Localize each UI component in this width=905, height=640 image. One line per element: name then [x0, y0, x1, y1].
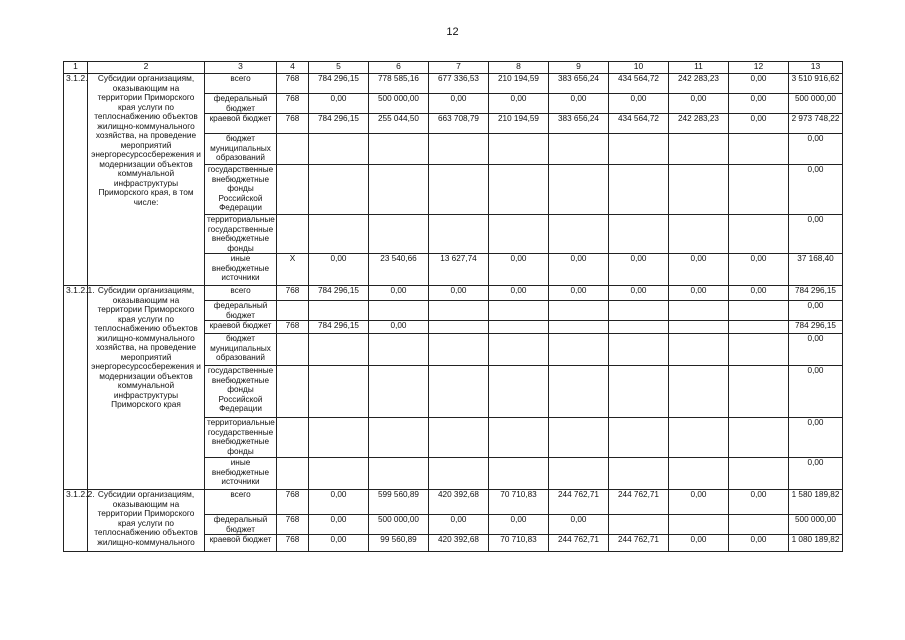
- total-value: 0,00: [789, 301, 843, 321]
- year-value: [669, 215, 729, 254]
- year-value: [669, 366, 729, 418]
- kbk-code: 768: [277, 74, 309, 94]
- year-value: 0,00: [549, 515, 609, 535]
- budget-table: [63, 61, 843, 552]
- year-value: [609, 458, 669, 490]
- year-value: [429, 366, 489, 418]
- year-value: 0,00: [609, 286, 669, 301]
- year-value: 70 710,83: [489, 490, 549, 515]
- year-value: [369, 418, 429, 458]
- year-value: 23 540,66: [369, 254, 429, 286]
- year-value: [729, 515, 789, 535]
- funding-source: государственные внебюджетные фонды Российской Федерации: [205, 165, 277, 215]
- year-value: 434 564,72: [609, 74, 669, 94]
- year-value: [669, 334, 729, 366]
- column-header: 3: [205, 62, 277, 74]
- total-value: 0,00: [789, 418, 843, 458]
- kbk-code: [277, 165, 309, 215]
- year-value: [609, 301, 669, 321]
- year-value: 784 296,15: [309, 114, 369, 134]
- year-value: [549, 301, 609, 321]
- year-value: [669, 321, 729, 334]
- kbk-code: [277, 301, 309, 321]
- kbk-code: 768: [277, 94, 309, 114]
- row-description: Субсидии организациям, оказывающим на территории Приморского края услуги по теплоснабжению объектов жилищно-коммунального хозяйства, на проведение мероприятий энергоресурсосбережения и модернизации объектов коммунальной инфраструктуры Приморского края: [88, 286, 205, 490]
- year-value: 0,00: [729, 114, 789, 134]
- total-value: 784 296,15: [789, 286, 843, 301]
- year-value: 784 296,15: [309, 74, 369, 94]
- year-value: [489, 418, 549, 458]
- year-value: 244 762,71: [609, 535, 669, 552]
- year-value: [549, 165, 609, 215]
- year-value: 420 392,68: [429, 535, 489, 552]
- year-value: 677 336,53: [429, 74, 489, 94]
- year-value: [669, 418, 729, 458]
- total-value: 0,00: [789, 134, 843, 165]
- kbk-code: 768: [277, 490, 309, 515]
- year-value: [549, 458, 609, 490]
- header-row: [64, 62, 843, 74]
- column-header: 12: [729, 62, 789, 74]
- year-value: [669, 458, 729, 490]
- year-value: 0,00: [729, 535, 789, 552]
- year-value: 244 762,71: [549, 490, 609, 515]
- year-value: [489, 215, 549, 254]
- year-value: [729, 165, 789, 215]
- year-value: [729, 366, 789, 418]
- year-value: [369, 366, 429, 418]
- year-value: [609, 515, 669, 535]
- total-value: 784 296,15: [789, 321, 843, 334]
- column-header: 6: [369, 62, 429, 74]
- funding-source: федеральный бюджет: [205, 515, 277, 535]
- kbk-code: 768: [277, 515, 309, 535]
- year-value: 0,00: [729, 490, 789, 515]
- year-value: 500 000,00: [369, 94, 429, 114]
- year-value: 210 194,59: [489, 74, 549, 94]
- column-header: 7: [429, 62, 489, 74]
- year-value: [429, 321, 489, 334]
- year-value: [309, 301, 369, 321]
- year-value: 99 560,89: [369, 535, 429, 552]
- table-row: [64, 286, 843, 301]
- funding-source: государственные внебюджетные фонды Российской Федерации: [205, 366, 277, 418]
- total-value: 0,00: [789, 334, 843, 366]
- year-value: 0,00: [549, 254, 609, 286]
- funding-source: краевой бюджет: [205, 321, 277, 334]
- year-value: 0,00: [489, 94, 549, 114]
- total-value: 2 973 748,22: [789, 114, 843, 134]
- funding-source: бюджет муниципальных образований: [205, 334, 277, 366]
- column-header: 10: [609, 62, 669, 74]
- year-value: [669, 515, 729, 535]
- year-value: 0,00: [309, 490, 369, 515]
- column-header: 13: [789, 62, 843, 74]
- total-value: 500 000,00: [789, 94, 843, 114]
- year-value: [429, 334, 489, 366]
- year-value: [309, 418, 369, 458]
- total-value: 500 000,00: [789, 515, 843, 535]
- year-value: 0,00: [429, 94, 489, 114]
- year-value: [729, 321, 789, 334]
- year-value: [729, 334, 789, 366]
- total-value: 1 080 189,82: [789, 535, 843, 552]
- funding-source: краевой бюджет: [205, 114, 277, 134]
- year-value: 784 296,15: [309, 286, 369, 301]
- column-header: 8: [489, 62, 549, 74]
- kbk-code: [277, 418, 309, 458]
- funding-source: краевой бюджет: [205, 535, 277, 552]
- year-value: [609, 366, 669, 418]
- kbk-code: [277, 215, 309, 254]
- total-value: 0,00: [789, 165, 843, 215]
- year-value: [609, 334, 669, 366]
- year-value: 0,00: [429, 515, 489, 535]
- column-header: 5: [309, 62, 369, 74]
- column-header: 2: [88, 62, 205, 74]
- year-value: [549, 366, 609, 418]
- funding-source: федеральный бюджет: [205, 301, 277, 321]
- year-value: 0,00: [549, 286, 609, 301]
- funding-source: бюджет муниципальных образований: [205, 134, 277, 165]
- year-value: 383 656,24: [549, 74, 609, 94]
- year-value: [549, 215, 609, 254]
- year-value: [549, 334, 609, 366]
- table-row: [64, 74, 843, 94]
- year-value: 255 044,50: [369, 114, 429, 134]
- kbk-code: 768: [277, 114, 309, 134]
- year-value: [369, 165, 429, 215]
- kbk-code: 768: [277, 286, 309, 301]
- funding-source: федеральный бюджет: [205, 94, 277, 114]
- year-value: [429, 165, 489, 215]
- year-value: 383 656,24: [549, 114, 609, 134]
- year-value: 0,00: [609, 94, 669, 114]
- year-value: 0,00: [729, 94, 789, 114]
- year-value: [429, 458, 489, 490]
- year-value: 242 283,23: [669, 114, 729, 134]
- year-value: 0,00: [669, 490, 729, 515]
- year-value: 0,00: [489, 286, 549, 301]
- year-value: [729, 301, 789, 321]
- column-header: 9: [549, 62, 609, 74]
- year-value: [309, 458, 369, 490]
- year-value: 70 710,83: [489, 535, 549, 552]
- year-value: [669, 134, 729, 165]
- year-value: 0,00: [729, 74, 789, 94]
- year-value: 434 564,72: [609, 114, 669, 134]
- year-value: 599 560,89: [369, 490, 429, 515]
- year-value: [429, 215, 489, 254]
- year-value: [429, 134, 489, 165]
- total-value: 1 580 189,82: [789, 490, 843, 515]
- kbk-code: [277, 334, 309, 366]
- year-value: [429, 301, 489, 321]
- year-value: [729, 215, 789, 254]
- year-value: 13 627,74: [429, 254, 489, 286]
- funding-source: территориальные государственные внебюджетные фонды: [205, 215, 277, 254]
- year-value: 778 585,16: [369, 74, 429, 94]
- year-value: [609, 134, 669, 165]
- year-value: 663 708,79: [429, 114, 489, 134]
- year-value: [369, 215, 429, 254]
- year-value: [609, 165, 669, 215]
- year-value: 0,00: [609, 254, 669, 286]
- total-value: 0,00: [789, 458, 843, 490]
- year-value: [669, 301, 729, 321]
- year-value: [729, 134, 789, 165]
- year-value: 0,00: [729, 286, 789, 301]
- year-value: 0,00: [549, 94, 609, 114]
- funding-source: иные внебюджетные источники: [205, 458, 277, 490]
- year-value: 0,00: [309, 535, 369, 552]
- kbk-code: [277, 134, 309, 165]
- kbk-code: 768: [277, 535, 309, 552]
- total-value: 37 168,40: [789, 254, 843, 286]
- year-value: [489, 458, 549, 490]
- column-header: 1: [64, 62, 88, 74]
- year-value: 500 000,00: [369, 515, 429, 535]
- year-value: [549, 321, 609, 334]
- kbk-code: X: [277, 254, 309, 286]
- year-value: [729, 418, 789, 458]
- year-value: 0,00: [309, 515, 369, 535]
- kbk-code: [277, 366, 309, 418]
- funding-source: иные внебюджетные источники: [205, 254, 277, 286]
- year-value: [489, 165, 549, 215]
- funding-source: всего: [205, 490, 277, 515]
- year-value: [309, 134, 369, 165]
- year-value: 0,00: [489, 254, 549, 286]
- year-value: [309, 366, 369, 418]
- year-value: [309, 334, 369, 366]
- year-value: 0,00: [309, 94, 369, 114]
- year-value: [489, 366, 549, 418]
- year-value: 0,00: [489, 515, 549, 535]
- row-code: 3.1.2.: [64, 74, 88, 286]
- year-value: 0,00: [669, 535, 729, 552]
- kbk-code: 768: [277, 321, 309, 334]
- year-value: [609, 215, 669, 254]
- year-value: 0,00: [669, 286, 729, 301]
- year-value: 244 762,71: [549, 535, 609, 552]
- year-value: 0,00: [309, 254, 369, 286]
- year-value: 420 392,68: [429, 490, 489, 515]
- year-value: [549, 134, 609, 165]
- year-value: [489, 301, 549, 321]
- year-value: 0,00: [669, 94, 729, 114]
- year-value: [489, 134, 549, 165]
- column-header: 11: [669, 62, 729, 74]
- year-value: 0,00: [429, 286, 489, 301]
- year-value: 242 283,23: [669, 74, 729, 94]
- funding-source: территориальные государственные внебюджетные фонды: [205, 418, 277, 458]
- year-value: [729, 458, 789, 490]
- row-code: 3.1.2.2.: [64, 490, 88, 552]
- funding-source: всего: [205, 74, 277, 94]
- year-value: 210 194,59: [489, 114, 549, 134]
- year-value: [609, 321, 669, 334]
- year-value: 0,00: [369, 286, 429, 301]
- year-value: [369, 334, 429, 366]
- year-value: [369, 458, 429, 490]
- year-value: 0,00: [669, 254, 729, 286]
- year-value: 784 296,15: [309, 321, 369, 334]
- kbk-code: [277, 458, 309, 490]
- page-number: 12: [446, 26, 459, 38]
- row-code: 3.1.2.1.: [64, 286, 88, 490]
- year-value: 244 762,71: [609, 490, 669, 515]
- year-value: [369, 134, 429, 165]
- year-value: [609, 418, 669, 458]
- year-value: 0,00: [729, 254, 789, 286]
- column-header: 4: [277, 62, 309, 74]
- funding-source: всего: [205, 286, 277, 301]
- total-value: 0,00: [789, 366, 843, 418]
- year-value: [489, 321, 549, 334]
- year-value: [489, 334, 549, 366]
- total-value: 0,00: [789, 215, 843, 254]
- year-value: [369, 301, 429, 321]
- year-value: [669, 165, 729, 215]
- total-value: 3 510 916,62: [789, 74, 843, 94]
- row-description: Субсидии организациям, оказывающим на территории Приморского края услуги по теплоснабжению объектов жилищно-коммунального: [88, 490, 205, 552]
- year-value: [549, 418, 609, 458]
- row-description: Субсидии организациям, оказывающим на территории Приморского края услуги по теплоснабжению объектов жилищно-коммунального хозяйства, на проведение мероприятий энергоресурсосбережения и модернизации объектов коммунальной инфраструктуры Приморского края, в том числе:: [88, 74, 205, 286]
- year-value: [429, 418, 489, 458]
- table-row: [64, 490, 843, 515]
- year-value: [309, 215, 369, 254]
- year-value: 0,00: [369, 321, 429, 334]
- year-value: [309, 165, 369, 215]
